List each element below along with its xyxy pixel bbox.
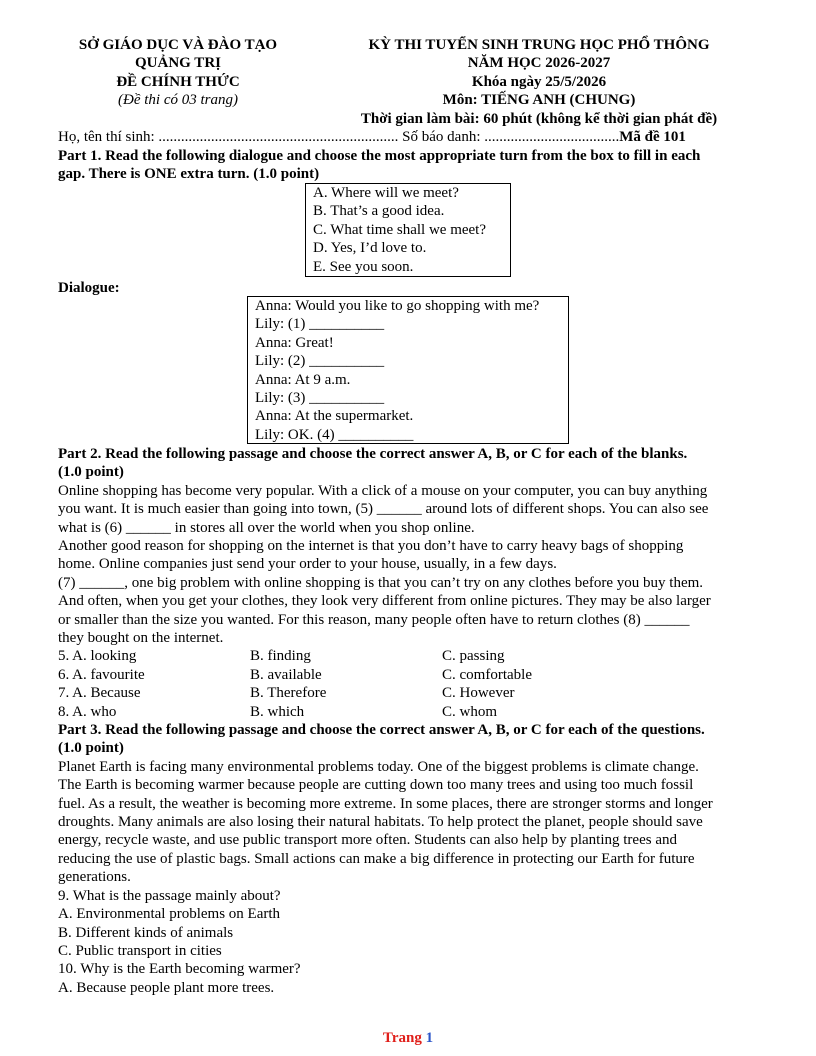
passage-line: what is (6) ______ in stores all over the world when you shop online. (58, 519, 475, 536)
question-9: 9. What is the passage mainly about? (58, 887, 281, 904)
question-10: 10. Why is the Earth becoming warmer? (58, 961, 301, 978)
passage-line: or smaller than the size you wanted. For this reason, many people often have to return clothes (8) ______ (58, 611, 690, 628)
page-footer (0, 1029, 816, 1047)
part3-title-line1: Part 3. Read the following passage and choose the correct answer A, B, or C for each of the questions. (58, 722, 705, 739)
passage-line: The Earth is becoming warmer because people are cutting down too many trees and using too much fossil (58, 777, 694, 794)
passage-line: Planet Earth is facing many environmental problems today. One of the biggest problems is climate change. (58, 758, 699, 775)
passage-line: droughts. Many animals are also losing their natural habitats. To help protect the planet, people should save (58, 814, 703, 831)
exam-date: Khóa ngày 25/5/2026 (471, 73, 607, 90)
dialogue-line: Anna: At 9 a.m. (255, 371, 351, 388)
part2-section (58, 445, 760, 997)
exam-school-year: NĂM HỌC 2026-2027 (467, 55, 611, 72)
answer-option-b: B. which (250, 703, 305, 720)
answer-row-5 (58, 647, 760, 665)
option-item: E. See you soon. (313, 258, 414, 275)
answer-option-b: B. finding (250, 648, 311, 665)
candidate-fields: Họ, tên thí sinh: ................................................................ Số báo danh: .................................... (58, 129, 620, 145)
part2-title-line1: Part 2. Read the following passage and choose the correct answer A, B, or C for each of the blanks. (58, 446, 688, 462)
answer-row-8 (58, 703, 760, 721)
answer-option-c: C. comfortable (442, 666, 532, 683)
passage-line: home. Online companies just send your order to your house, usually, in a few days. (58, 556, 557, 573)
candidate-info (58, 128, 758, 146)
dialogue-line: Anna: At the supermarket. (255, 408, 414, 425)
passage-line: they bought on the internet. (58, 630, 224, 647)
question-10-option-a: A. Because people plant more trees. (58, 979, 275, 996)
answer-option-c: C. passing (442, 648, 505, 665)
passage-line: And often, when you get your clothes, they look very different from online pictures. They may be also larger (58, 593, 711, 610)
answer-option-a: 8. A. who (58, 703, 117, 720)
answer-row-7 (58, 684, 760, 702)
option-item: C. What time shall we meet? (313, 221, 487, 238)
exam-title: KỲ THI TUYỂN SINH TRUNG HỌC PHỔ THÔNG (368, 37, 710, 53)
answer-option-b: B. available (250, 666, 322, 683)
passage-line: fuel. As a result, the weather is becoming more extreme. In some places, there are stronger storms and longer (58, 795, 713, 812)
question-9-option-c: C. Public transport in cities (58, 942, 222, 959)
question-9-option-a: A. Environmental problems on Earth (58, 906, 281, 923)
passage-line: reducing the use of plastic bags. Small actions can make a big difference in protecting our Earth for future (58, 850, 695, 867)
passage-line: energy, recycle waste, and use public transport more often. Students can also help by planting trees and (58, 832, 677, 849)
header-province: QUẢNG TRỊ (135, 55, 221, 72)
dialogue-line: Lily: (1) __________ (255, 316, 385, 333)
exam-subject: Môn: TIẾNG ANH (CHUNG) (442, 92, 636, 109)
dialogue-line: Lily: (3) __________ (255, 389, 385, 406)
passage-line: you want. It is much easier than going into town, (5) ______ around lots of different shops. You can also see (58, 501, 709, 518)
exam-duration: Thời gian làm bài: 60 phút (không kể thời gian phát đề) (360, 110, 718, 127)
answer-option-a: 6. A. favourite (58, 666, 145, 683)
part1-title-line2: gap. There is ONE extra turn. (1.0 point) (58, 166, 320, 182)
dialogue-label: Dialogue: (58, 280, 120, 296)
dialogue-line: Lily: (2) __________ (255, 353, 385, 370)
passage-line: Another good reason for shopping on the internet is that you don’t have to carry heavy bags of shopping (58, 538, 684, 555)
option-item: A. Where will we meet? (313, 185, 459, 201)
page-number: 1 (425, 1030, 434, 1046)
part3-title-line2: (1.0 point) (58, 740, 124, 757)
answer-option-c: C. whom (442, 703, 498, 720)
passage-line: (7) ______, one big problem with online shopping is that you can’t try on any clothes before you buy them. (58, 574, 704, 591)
answer-option-a: 5. A. looking (58, 648, 137, 665)
answer-option-b: B. Therefore (250, 685, 327, 702)
part1-title-line1: Part 1. Read the following dialogue and choose the most appropriate turn from the box to fill in each (58, 147, 701, 164)
answer-row-6 (58, 666, 760, 684)
header-department (52, 36, 304, 110)
dialogue-box (247, 296, 569, 444)
dialogue-line: Lily: OK. (4) __________ (255, 426, 414, 443)
answer-option-a: 7. A. Because (58, 685, 141, 702)
dialogue-line: Anna: Would you like to go shopping with me? (255, 298, 540, 314)
header-official-label: ĐỀ CHÍNH THỨC (116, 73, 240, 90)
part1-options-box (305, 183, 511, 277)
answer-option-c: C. However (442, 685, 515, 702)
option-item: D. Yes, I’d love to. (313, 240, 427, 257)
passage-line: generations. (58, 869, 131, 886)
exam-code: Mã đề 101 (619, 129, 686, 145)
passage-line: Online shopping has become very popular. With a click of a mouse on your computer, you can buy anything (58, 482, 708, 499)
part2-title-line2: (1.0 point) (58, 464, 124, 481)
page-label: Trang (382, 1030, 422, 1046)
dialogue-line: Anna: Great! (255, 334, 334, 351)
header-exam-info (328, 36, 750, 128)
option-item: B. That’s a good idea. (313, 203, 445, 220)
header-page-count: (Đề thi có 03 trang) (118, 92, 238, 109)
header-department-name: SỞ GIÁO DỤC VÀ ĐÀO TẠO (78, 37, 278, 53)
question-9-option-b: B. Different kinds of animals (58, 924, 234, 941)
